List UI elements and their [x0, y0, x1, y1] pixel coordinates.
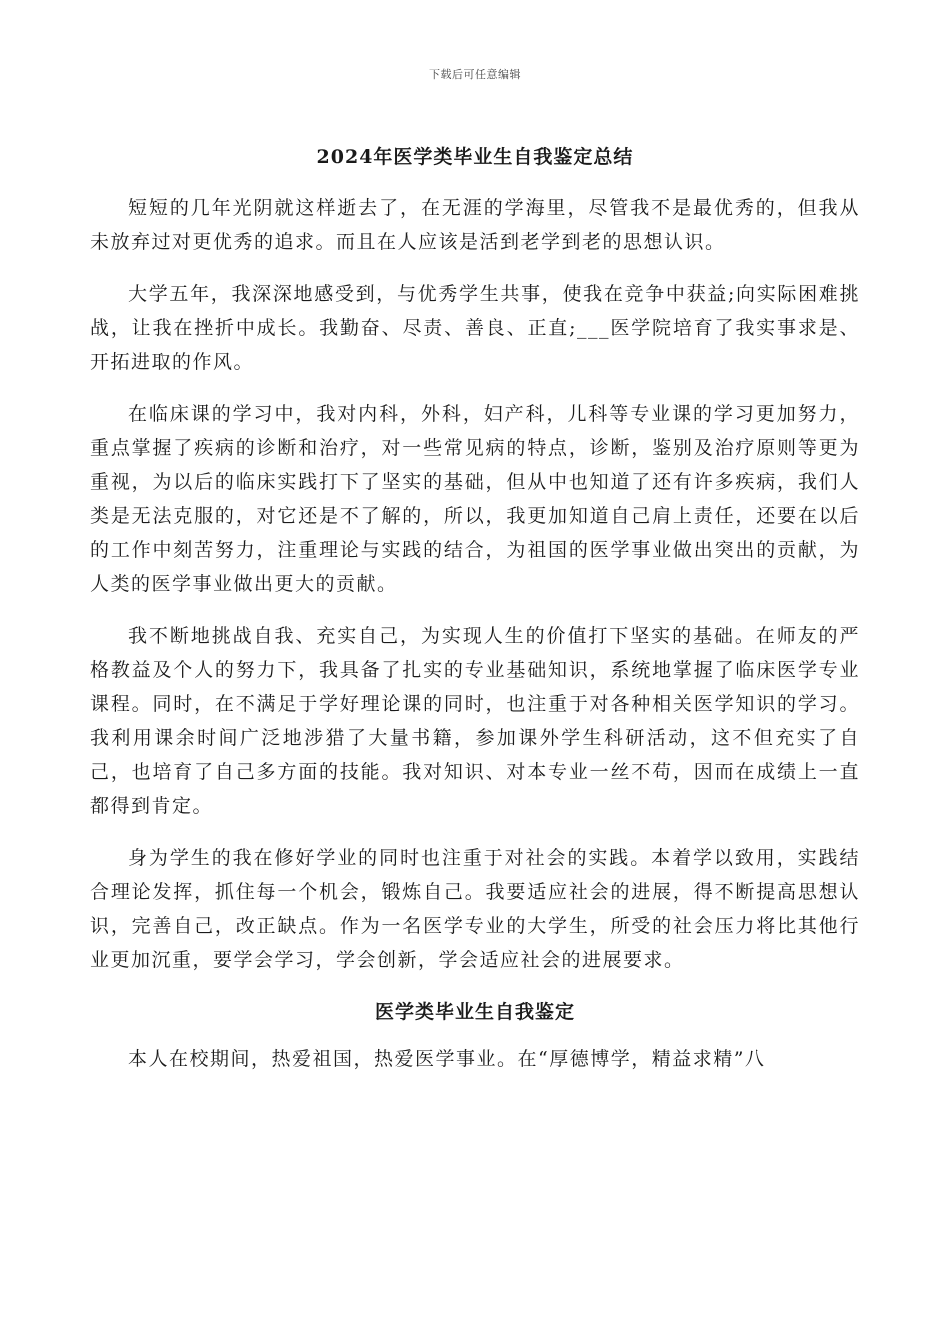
paragraph-6: 本人在校期间，热爱祖国，热爱医学事业。在“厚德博学，精益求精”八 — [128, 1048, 766, 1070]
paragraph-3: 在临床课的学习中，我对内科，外科，妇产科，儿科等专业课的学习更加努力，重点掌握了疾病的诊断和治疗，对一些常见病的特点，诊断，鉴别及治疗原则等更为重视，为以后的临床实践打下了坚实的基础，但从中也知道了还有许多疾病，我们人类是无法克服的，对它还是不了解的，所以，我更加知道自己肩上责任，还要在以后的工作中刻苦努力，注重理论与实践的结合，为祖国的医学事业做出突出的贡献，为人类的医学事业做出更大的贡献。 — [90, 403, 860, 595]
document-body — [90, 142, 860, 1094]
paragraph-5: 身为学生的我在修好学业的同时也注重于对社会的实践。本着学以致用，实践结合理论发挥，抓住每一个机会，锻炼自己。我要适应社会的进展，得不断提高思想认识，完善自己，改正缺点。作为一名医学专业的大学生，所受的社会压力将比其他行业更加沉重，要学会学习，学会创新，学会适应社会的进展要求。 — [90, 847, 860, 971]
paragraph-4: 我不断地挑战自我、充实自己，为实现人生的价值打下坚实的基础。在师友的严格教益及个人的努力下，我具备了扎实的专业基础知识，系统地掌握了临床医学专业课程。同时，在不满足于学好理论课的同时，也注重于对各种相关医学知识的学习。我利用课余时间广泛地涉猎了大量书籍，参加课外学生科研活动，这不但充实了自己，也培育了自己多方面的技能。我对知识、对本专业一丝不苟，因而在成绩上一直都得到肯定。 — [90, 625, 860, 817]
section-subtitle: 医学类毕业生自我鉴定 — [374, 1001, 575, 1023]
header-note: 下载后可任意编辑 — [429, 68, 521, 81]
paragraph-1: 短短的几年光阴就这样逝去了，在无涯的学海里，尽管我不是最优秀的，但我从未放弃过对更优秀的追求。而且在人应该是活到老学到老的思想认识。 — [90, 197, 860, 253]
paragraph-2: 大学五年，我深深地感受到，与优秀学生共事，使我在竞争中获益;向实际困难挑战，让我在挫折中成长。我勤奋、尽责、善良、正直;___医学院培育了我实事求是、开拓进取的作风。 — [90, 283, 860, 373]
document-title: 2024年医学类毕业生自我鉴定总结 — [316, 146, 634, 168]
